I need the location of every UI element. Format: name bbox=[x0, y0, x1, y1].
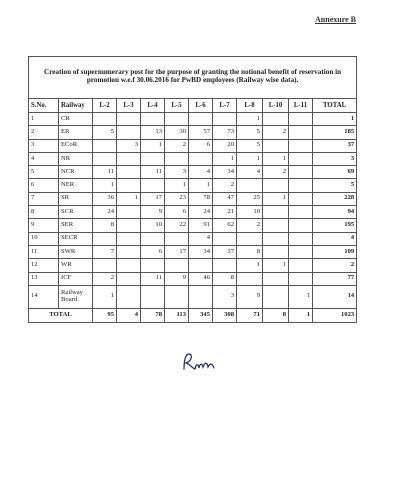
cell-sno: 7 bbox=[29, 192, 59, 205]
annexure-label: Annexure B bbox=[315, 15, 356, 24]
totals-l2: 95 bbox=[93, 308, 117, 322]
cell-l4 bbox=[141, 259, 165, 272]
cell-l2: 11 bbox=[93, 166, 117, 179]
totals-l7: 308 bbox=[213, 308, 237, 322]
cell-l7: 20 bbox=[213, 139, 237, 152]
cell-l4 bbox=[141, 179, 165, 192]
cell-l2: 7 bbox=[93, 245, 117, 258]
cell-l11 bbox=[289, 259, 313, 272]
cell-sno: 1 bbox=[29, 113, 59, 126]
cell-l7 bbox=[213, 113, 237, 126]
cell-total: 14 bbox=[313, 285, 357, 308]
cell-total: 1 bbox=[313, 113, 357, 126]
table-body bbox=[29, 57, 357, 323]
cell-l5 bbox=[165, 113, 189, 126]
cell-l7: 1 bbox=[213, 152, 237, 165]
cell-l3: 1 bbox=[117, 192, 141, 205]
cell-l10 bbox=[263, 139, 289, 152]
table-row bbox=[29, 179, 357, 192]
cell-l4 bbox=[141, 232, 165, 245]
cell-l3 bbox=[117, 113, 141, 126]
cell-l3 bbox=[117, 232, 141, 245]
cell-total: 2 bbox=[313, 259, 357, 272]
cell-l4: 11 bbox=[141, 166, 165, 179]
cell-l11 bbox=[289, 232, 313, 245]
cell-l8 bbox=[237, 232, 263, 245]
cell-l5: 23 bbox=[165, 192, 189, 205]
cell-sno: 2 bbox=[29, 126, 59, 139]
cell-l6: 1 bbox=[189, 179, 213, 192]
cell-l2: 24 bbox=[93, 206, 117, 219]
cell-railway: SER bbox=[59, 219, 93, 232]
cell-railway: NER bbox=[59, 179, 93, 192]
cell-l4 bbox=[141, 285, 165, 308]
cell-l7: 34 bbox=[213, 166, 237, 179]
cell-l10 bbox=[263, 219, 289, 232]
cell-l4: 6 bbox=[141, 245, 165, 258]
cell-l6: 4 bbox=[189, 232, 213, 245]
table-row bbox=[29, 285, 357, 308]
cell-l6: 78 bbox=[189, 192, 213, 205]
cell-railway: ECoR bbox=[59, 139, 93, 152]
cell-sno: 4 bbox=[29, 152, 59, 165]
table-row bbox=[29, 206, 357, 219]
cell-l4: 17 bbox=[141, 192, 165, 205]
header-l4: L-4 bbox=[141, 99, 165, 113]
totals-l3: 4 bbox=[117, 308, 141, 322]
header-railway: Railway bbox=[59, 99, 93, 113]
cell-l7: 47 bbox=[213, 192, 237, 205]
table-row bbox=[29, 126, 357, 139]
cell-l3 bbox=[117, 166, 141, 179]
cell-l5: 17 bbox=[165, 245, 189, 258]
totals-row bbox=[29, 308, 357, 322]
cell-l8: 8 bbox=[237, 245, 263, 258]
cell-sno: 6 bbox=[29, 179, 59, 192]
cell-l7: 62 bbox=[213, 219, 237, 232]
cell-l3 bbox=[117, 206, 141, 219]
header-total: TOTAL bbox=[313, 99, 357, 113]
cell-l7: 21 bbox=[213, 206, 237, 219]
cell-l10 bbox=[263, 179, 289, 192]
cell-l11 bbox=[289, 219, 313, 232]
cell-l2: 1 bbox=[93, 179, 117, 192]
cell-l3 bbox=[117, 152, 141, 165]
cell-l6: 91 bbox=[189, 219, 213, 232]
header-l8: L-8 bbox=[237, 99, 263, 113]
cell-l11 bbox=[289, 166, 313, 179]
cell-l11 bbox=[289, 206, 313, 219]
cell-sno: 12 bbox=[29, 259, 59, 272]
cell-l11 bbox=[289, 272, 313, 285]
cell-sno: 10 bbox=[29, 232, 59, 245]
cell-l4: 10 bbox=[141, 219, 165, 232]
cell-l8: 1 bbox=[237, 113, 263, 126]
cell-railway: SWR bbox=[59, 245, 93, 258]
cell-l3 bbox=[117, 219, 141, 232]
cell-l10 bbox=[263, 285, 289, 308]
cell-l2: 5 bbox=[93, 126, 117, 139]
cell-l6: 24 bbox=[189, 206, 213, 219]
totals-l10: 8 bbox=[263, 308, 289, 322]
totals-l5: 113 bbox=[165, 308, 189, 322]
cell-l8: 9 bbox=[237, 285, 263, 308]
cell-l3 bbox=[117, 259, 141, 272]
header-l5: L-5 bbox=[165, 99, 189, 113]
header-sno: S.No. bbox=[29, 99, 59, 113]
cell-l4: 1 bbox=[141, 139, 165, 152]
header-l2: L-2 bbox=[93, 99, 117, 113]
cell-l6 bbox=[189, 152, 213, 165]
cell-l11 bbox=[289, 139, 313, 152]
cell-l8: 1 bbox=[237, 259, 263, 272]
table-row bbox=[29, 232, 357, 245]
cell-l8: 25 bbox=[237, 192, 263, 205]
header-l6: L-6 bbox=[189, 99, 213, 113]
cell-l2 bbox=[93, 152, 117, 165]
cell-total: 94 bbox=[313, 206, 357, 219]
cell-l7 bbox=[213, 232, 237, 245]
cell-sno: 8 bbox=[29, 206, 59, 219]
totals-label: TOTAL bbox=[29, 308, 93, 322]
totals-l4: 78 bbox=[141, 308, 165, 322]
cell-l4: 13 bbox=[141, 126, 165, 139]
cell-l2 bbox=[93, 139, 117, 152]
cell-l10 bbox=[263, 206, 289, 219]
cell-l3 bbox=[117, 285, 141, 308]
cell-l6: 46 bbox=[189, 272, 213, 285]
cell-l5 bbox=[165, 285, 189, 308]
cell-l7: 8 bbox=[213, 272, 237, 285]
table-row bbox=[29, 192, 357, 205]
cell-l4: 11 bbox=[141, 272, 165, 285]
cell-l8: 4 bbox=[237, 166, 263, 179]
cell-railway: ER bbox=[59, 126, 93, 139]
totals-l11: 1 bbox=[289, 308, 313, 322]
cell-sno: 14 bbox=[29, 285, 59, 308]
cell-sno: 11 bbox=[29, 245, 59, 258]
cell-sno: 13 bbox=[29, 272, 59, 285]
cell-l11: 1 bbox=[289, 285, 313, 308]
cell-l11 bbox=[289, 192, 313, 205]
cell-l7 bbox=[213, 259, 237, 272]
cell-total: 4 bbox=[313, 232, 357, 245]
cell-l8 bbox=[237, 272, 263, 285]
cell-l8: 10 bbox=[237, 206, 263, 219]
cell-l5 bbox=[165, 232, 189, 245]
cell-l11 bbox=[289, 152, 313, 165]
cell-l2: 8 bbox=[93, 219, 117, 232]
table-row bbox=[29, 245, 357, 258]
cell-l8: 2 bbox=[237, 219, 263, 232]
cell-total: 109 bbox=[313, 245, 357, 258]
cell-l5: 1 bbox=[165, 179, 189, 192]
title-row bbox=[29, 57, 357, 99]
cell-l7: 2 bbox=[213, 179, 237, 192]
cell-railway: NR bbox=[59, 152, 93, 165]
cell-l6: 34 bbox=[189, 245, 213, 258]
cell-l7: 3 bbox=[213, 285, 237, 308]
totals-l6: 345 bbox=[189, 308, 213, 322]
cell-l3 bbox=[117, 272, 141, 285]
cell-l2: 1 bbox=[93, 285, 117, 308]
cell-l10 bbox=[263, 245, 289, 258]
cell-l10: 2 bbox=[263, 126, 289, 139]
cell-l10 bbox=[263, 232, 289, 245]
cell-l3 bbox=[117, 245, 141, 258]
cell-sno: 9 bbox=[29, 219, 59, 232]
cell-l10: 1 bbox=[263, 152, 289, 165]
cell-l11 bbox=[289, 126, 313, 139]
table-row bbox=[29, 152, 357, 165]
cell-l2 bbox=[93, 113, 117, 126]
cell-sno: 5 bbox=[29, 166, 59, 179]
cell-l5: 3 bbox=[165, 166, 189, 179]
cell-railway: SR bbox=[59, 192, 93, 205]
cell-total: 77 bbox=[313, 272, 357, 285]
cell-l2 bbox=[93, 259, 117, 272]
cell-railway: WR bbox=[59, 259, 93, 272]
cell-l10: 1 bbox=[263, 192, 289, 205]
cell-railway: SCR bbox=[59, 206, 93, 219]
cell-l3 bbox=[117, 126, 141, 139]
cell-l8: 5 bbox=[237, 126, 263, 139]
cell-l10 bbox=[263, 272, 289, 285]
cell-l8: 5 bbox=[237, 139, 263, 152]
table-row bbox=[29, 166, 357, 179]
cell-l5: 22 bbox=[165, 219, 189, 232]
table-row bbox=[29, 139, 357, 152]
cell-l5: 2 bbox=[165, 139, 189, 152]
cell-l6: 4 bbox=[189, 166, 213, 179]
cell-l8 bbox=[237, 179, 263, 192]
cell-railway: NCR bbox=[59, 166, 93, 179]
cell-l11 bbox=[289, 179, 313, 192]
railway-data-table bbox=[28, 56, 357, 323]
table-row bbox=[29, 113, 357, 126]
table-row bbox=[29, 259, 357, 272]
cell-total: 3 bbox=[313, 152, 357, 165]
cell-l5: 9 bbox=[165, 272, 189, 285]
cell-railway: CR bbox=[59, 113, 93, 126]
cell-l2 bbox=[93, 232, 117, 245]
cell-total: 69 bbox=[313, 166, 357, 179]
cell-l11 bbox=[289, 245, 313, 258]
cell-l6: 57 bbox=[189, 126, 213, 139]
cell-railway: ICF bbox=[59, 272, 93, 285]
table-row bbox=[29, 272, 357, 285]
cell-l11 bbox=[289, 113, 313, 126]
cell-total: 228 bbox=[313, 192, 357, 205]
signature-mark bbox=[180, 351, 220, 373]
cell-total: 195 bbox=[313, 219, 357, 232]
cell-l2: 36 bbox=[93, 192, 117, 205]
cell-total: 37 bbox=[313, 139, 357, 152]
totals-l8: 71 bbox=[237, 308, 263, 322]
cell-total: 185 bbox=[313, 126, 357, 139]
cell-railway: SECR bbox=[59, 232, 93, 245]
cell-l5 bbox=[165, 259, 189, 272]
cell-l5: 6 bbox=[165, 206, 189, 219]
cell-l7: 73 bbox=[213, 126, 237, 139]
header-l10: L-10 bbox=[263, 99, 289, 113]
cell-l5: 30 bbox=[165, 126, 189, 139]
cell-l6 bbox=[189, 259, 213, 272]
header-l7: L-7 bbox=[213, 99, 237, 113]
cell-l4 bbox=[141, 113, 165, 126]
cell-l4: 9 bbox=[141, 206, 165, 219]
cell-l10: 1 bbox=[263, 259, 289, 272]
cell-l6 bbox=[189, 285, 213, 308]
cell-l4 bbox=[141, 152, 165, 165]
table-row bbox=[29, 219, 357, 232]
cell-l5 bbox=[165, 152, 189, 165]
totals-total: 1023 bbox=[313, 308, 357, 322]
cell-sno: 3 bbox=[29, 139, 59, 152]
cell-l8: 1 bbox=[237, 152, 263, 165]
table-title: Creation of supernumerary post for the purpose of granting the notional benefit of reservation in promotion w.e.f 30.06.2016 for PwBD employees (Railway wise data). bbox=[29, 57, 357, 99]
cell-l2: 2 bbox=[93, 272, 117, 285]
cell-l10: 2 bbox=[263, 166, 289, 179]
cell-l10 bbox=[263, 113, 289, 126]
cell-l7: 37 bbox=[213, 245, 237, 258]
header-l3: L-3 bbox=[117, 99, 141, 113]
cell-l6 bbox=[189, 113, 213, 126]
cell-railway: Railway Board bbox=[59, 285, 93, 308]
cell-l3 bbox=[117, 179, 141, 192]
cell-total: 5 bbox=[313, 179, 357, 192]
header-l11: L-11 bbox=[289, 99, 313, 113]
cell-l6: 6 bbox=[189, 139, 213, 152]
header-row bbox=[29, 99, 357, 113]
cell-l3: 3 bbox=[117, 139, 141, 152]
